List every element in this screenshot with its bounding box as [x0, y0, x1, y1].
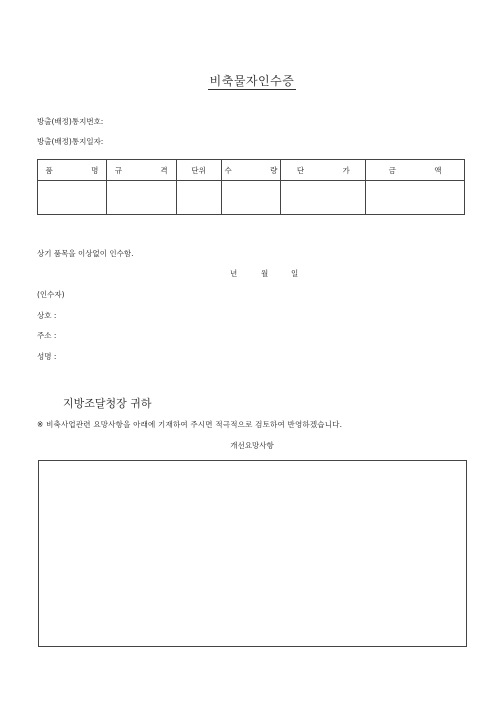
company-label: 상호 :	[37, 311, 57, 320]
suggestions-box[interactable]	[38, 460, 467, 647]
document-title: 비축물자인수증	[209, 74, 295, 88]
date-year-label: 년	[230, 269, 238, 278]
addressee: 지방조달청장 귀하	[63, 397, 152, 410]
col-header-unit: 단위	[176, 160, 221, 181]
confirmation-statement: 상기 품목을 이상없이 인수함.	[37, 249, 134, 258]
suggestions-title: 개선요망사항	[230, 441, 274, 450]
table-row	[38, 181, 465, 215]
unit-price-cell[interactable]	[281, 181, 366, 215]
item-name-cell[interactable]	[38, 181, 107, 215]
unit-cell[interactable]	[176, 181, 221, 215]
col-header-unit-price: 단 가	[281, 160, 366, 181]
date-month-label: 월	[261, 269, 269, 278]
name-label: 성명 :	[37, 352, 57, 361]
quantity-cell[interactable]	[221, 181, 281, 215]
table-header-row	[38, 160, 465, 181]
col-header-quantity: 수 량	[221, 160, 281, 181]
document-title-wrap	[0, 70, 504, 89]
col-header-amount: 금 액	[366, 160, 465, 181]
spec-cell[interactable]	[106, 181, 176, 215]
amount-cell[interactable]	[366, 181, 465, 215]
receiver-heading: (인수자)	[37, 290, 65, 299]
date-day-label: 일	[291, 269, 299, 278]
suggestion-note: ※ 비축사업관련 요망사항을 아래에 기재하여 주시면 적극적으로 검토하여 반영하겠습니다.	[37, 420, 343, 429]
address-label: 주소 :	[37, 331, 57, 340]
col-header-item-name: 품 명	[38, 160, 107, 181]
col-header-spec: 규 격	[106, 160, 176, 181]
notice-number-label: 방출(배정)통지번호:	[37, 117, 104, 126]
notice-date-label: 방출(배정)통지일자:	[37, 137, 104, 146]
items-table	[37, 159, 465, 215]
